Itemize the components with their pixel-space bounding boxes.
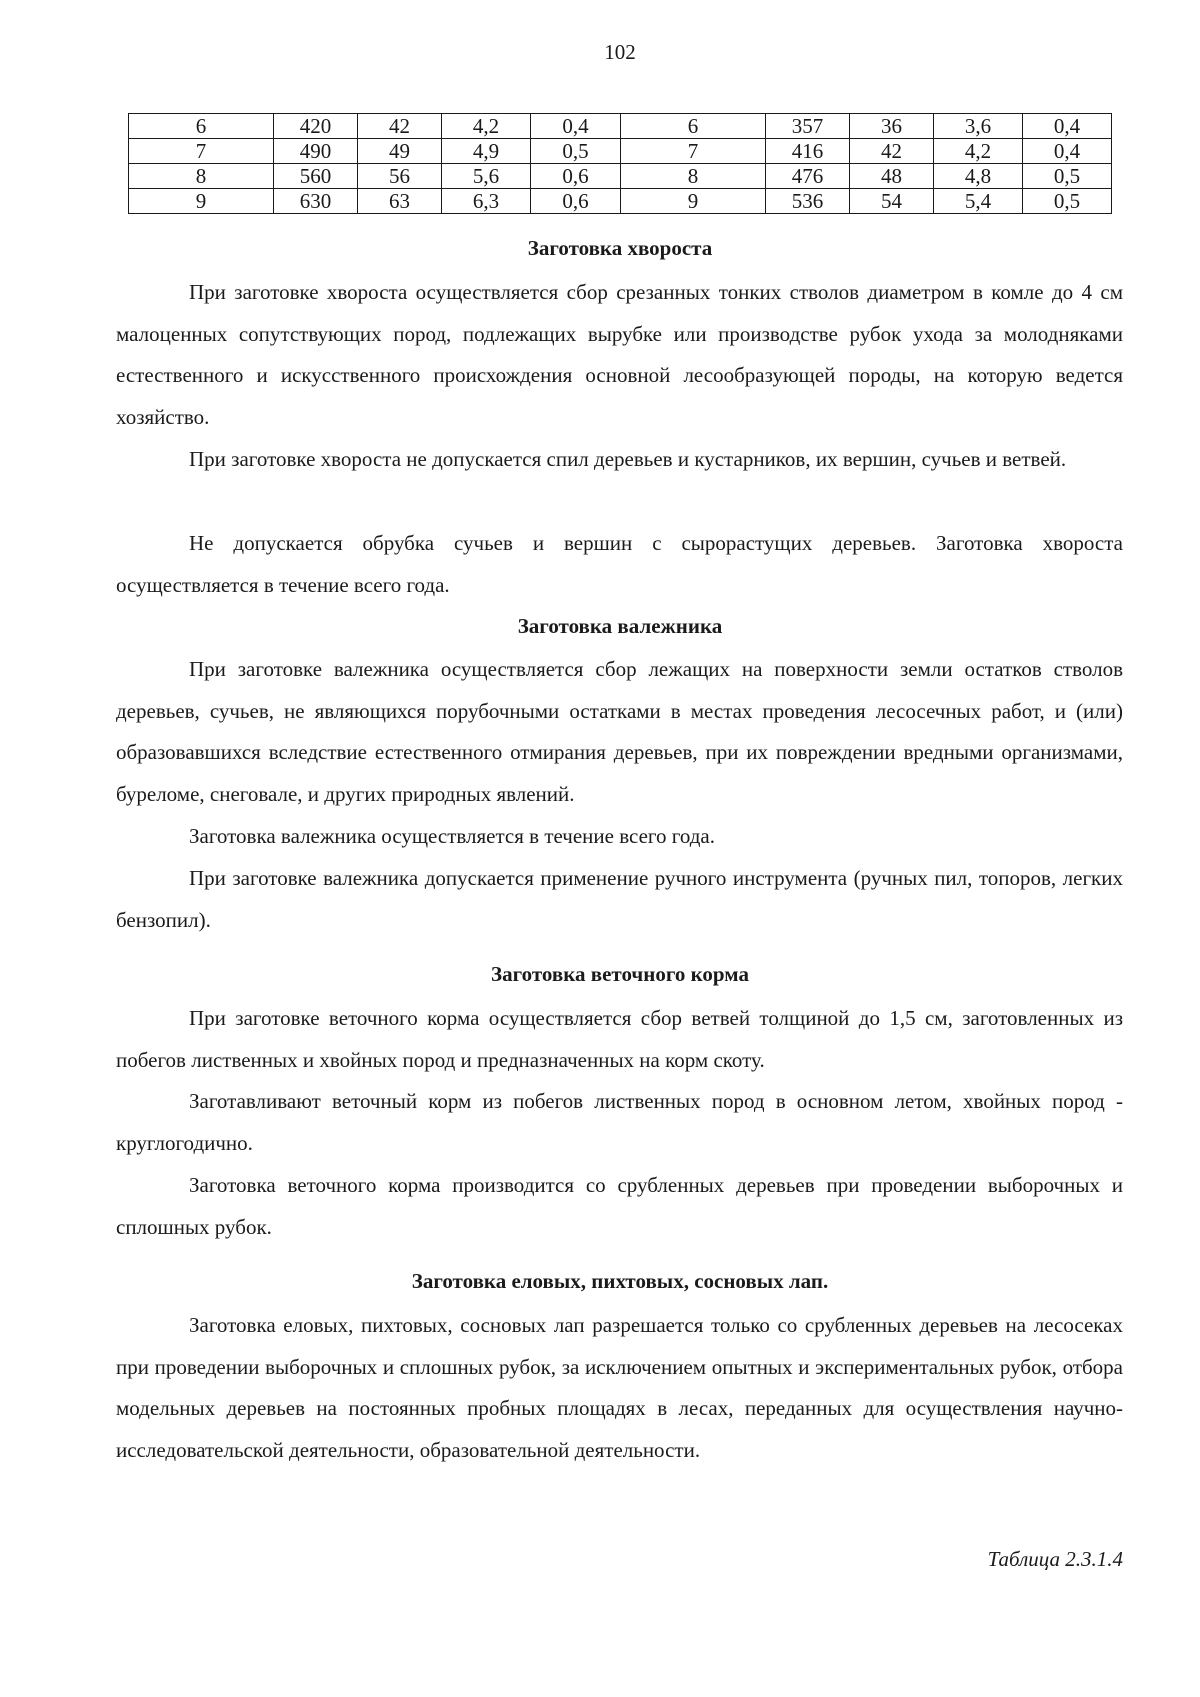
table-cell: 6,3 — [442, 189, 531, 214]
paragraph: При заготовке хвороста осуществляется сбор срезанных тонких стволов диаметром в комле до 4 см малоценных сопутствующих пород, подлежащих вырубке или производстве рубок ухода за молодняками естественного и искусственного происхождения основной лесообразующей породы, на которую ведется хозяйство. — [116, 280, 1123, 429]
paragraph: Заготавливают веточный корм из побегов лиственных пород в основном летом, хвойных пород - круглогодично. — [116, 1089, 1123, 1155]
table-cell: 8 — [621, 164, 766, 189]
table-cell: 54 — [850, 189, 934, 214]
table-row — [129, 189, 1112, 214]
table-cell: 63 — [358, 189, 442, 214]
table-cell: 4,2 — [934, 139, 1023, 164]
table-cell: 0,4 — [1023, 114, 1112, 139]
table-cell: 4,9 — [442, 139, 531, 164]
paragraph: При заготовке веточного корма осуществляется сбор ветвей толщиной до 1,5 см, заготовленных из побегов лиственных и хвойных пород и предназначенных на корм скоту. — [116, 1006, 1123, 1072]
table-cell: 7 — [129, 139, 274, 164]
table-cell: 56 — [358, 164, 442, 189]
table-cell: 5,6 — [442, 164, 531, 189]
table-cell: 5,4 — [934, 189, 1023, 214]
table-cell: 630 — [274, 189, 358, 214]
table-cell: 357 — [766, 114, 850, 139]
table-cell: 490 — [274, 139, 358, 164]
paragraph: Не допускается обрубка сучьев и вершин с сырорастущих деревьев. Заготовка хвороста осуществляется в течение всего года. — [116, 531, 1123, 597]
table-cell: 6 — [621, 114, 766, 139]
table-cell: 0,6 — [531, 189, 621, 214]
table-cell: 3,6 — [934, 114, 1023, 139]
paragraph: Заготовка веточного корма производится со срубленных деревьев при проведении выборочных и сплошных рубок. — [116, 1173, 1123, 1239]
table-cell: 4,8 — [934, 164, 1023, 189]
table-cell: 48 — [850, 164, 934, 189]
table-cell: 0,4 — [1023, 139, 1112, 164]
section-heading-brushwood: Заготовка хвороста — [527, 236, 713, 260]
table-cell: 0,5 — [531, 139, 621, 164]
table-cell: 0,5 — [1023, 189, 1112, 214]
paragraph: При заготовке валежника осуществляется сбор лежащих на поверхности земли остатков стволов деревьев, сучьев, не являющихся порубочными остатками в местах проведения лесосечных работ, и (или) образовавшихся вследствие естественного отмирания деревьев, при их повреждении вредными организмами, буреломе, снеговале, и других природных явлений. — [116, 657, 1123, 806]
table-cell: 7 — [621, 139, 766, 164]
table-cell: 476 — [766, 164, 850, 189]
data-table — [128, 113, 1112, 214]
paragraph: При заготовке хвороста не допускается спил деревьев и кустарников, их вершин, сучьев и ветвей. — [189, 447, 1067, 471]
table-cell: 9 — [621, 189, 766, 214]
table-cell: 4,2 — [442, 114, 531, 139]
table-cell: 416 — [766, 139, 850, 164]
table-cell: 8 — [129, 164, 274, 189]
table-row — [129, 164, 1112, 189]
section-heading-deadwood: Заготовка валежника — [517, 614, 723, 638]
table-cell: 0,5 — [1023, 164, 1112, 189]
section-heading-conifer-branches: Заготовка еловых, пихтовых, сосновых лап. — [411, 1269, 829, 1293]
table-cell: 536 — [766, 189, 850, 214]
section-heading-twig-fodder: Заготовка веточного корма — [491, 962, 749, 986]
table-cell: 0,4 — [531, 114, 621, 139]
table-cell: 42 — [850, 139, 934, 164]
table-cell: 9 — [129, 189, 274, 214]
table-row — [129, 114, 1112, 139]
table-cell: 6 — [129, 114, 274, 139]
table-caption: Таблица 2.3.1.4 — [987, 1547, 1123, 1571]
table-cell: 36 — [850, 114, 934, 139]
paragraph: Заготовка еловых, пихтовых, сосновых лап разрешается только со срубленных деревьев на лесосеках при проведении выборочных и сплошных рубок, за исключением опытных и экспериментальных рубок, отбора модельных деревьев на постоянных пробных площадях в лесах, переданных для осуществления научно-исследовательской деятельности, образовательной деятельности. — [116, 1313, 1123, 1462]
table-cell: 560 — [274, 164, 358, 189]
paragraph: Заготовка валежника осуществляется в течение всего года. — [189, 824, 715, 848]
table-cell: 49 — [358, 139, 442, 164]
table-cell: 0,6 — [531, 164, 621, 189]
table-row — [129, 139, 1112, 164]
paragraph: При заготовке валежника допускается применение ручного инструмента (ручных пил, топоров, легких бензопил). — [116, 866, 1123, 932]
table-cell: 420 — [274, 114, 358, 139]
page-number: 102 — [604, 40, 636, 64]
table-cell: 42 — [358, 114, 442, 139]
